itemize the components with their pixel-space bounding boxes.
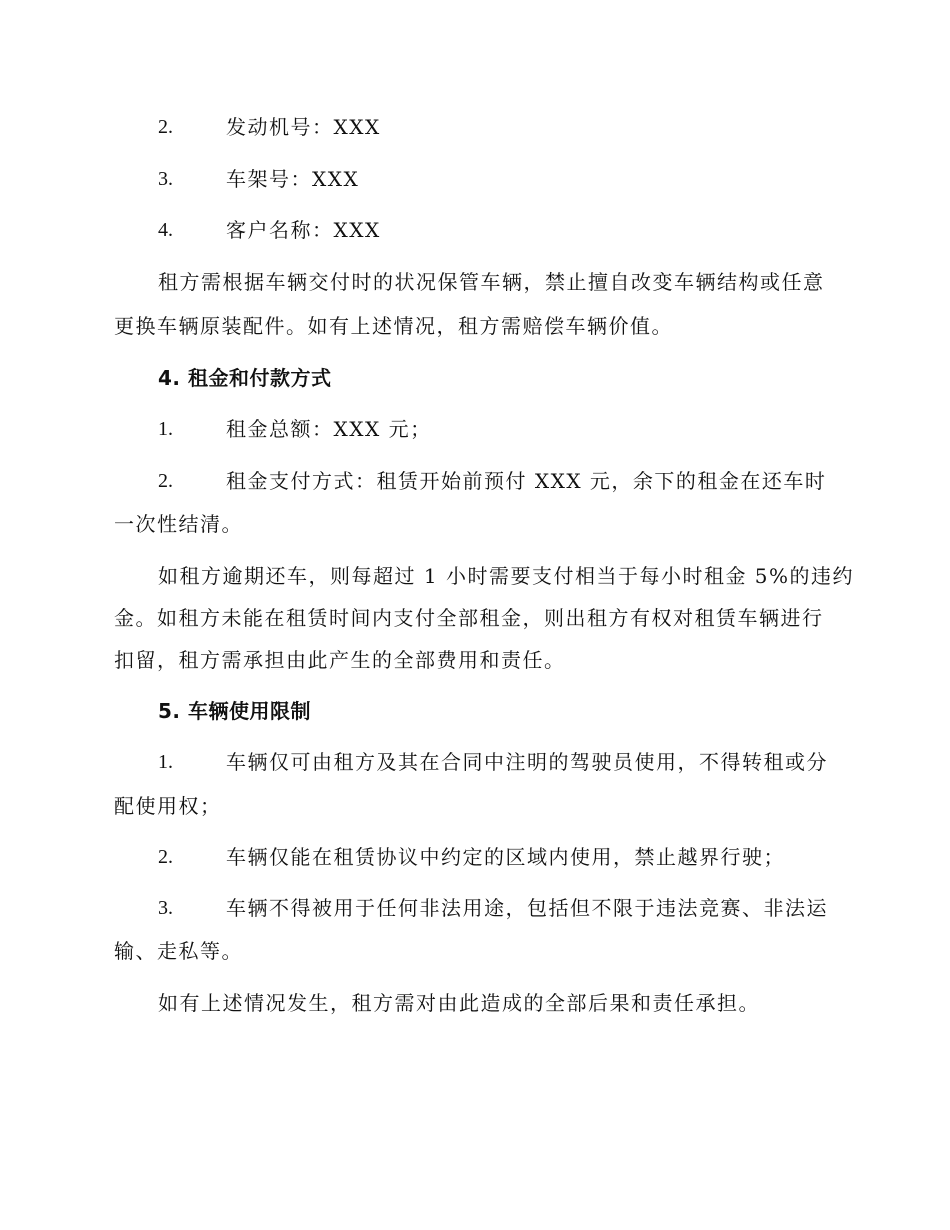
list-text: 配使用权；: [114, 794, 222, 818]
list-text: 车辆仅能在租赁协议中约定的区域内使用，禁止越界行驶；: [226, 845, 785, 869]
list-text: 租金支付方式：租赁开始前预付 XXX 元，余下的租金在还车时: [226, 469, 827, 493]
heading-text: 4. 租金和付款方式: [158, 366, 332, 390]
list-number: 2.: [158, 846, 173, 868]
list-number: 3.: [158, 897, 173, 919]
heading-text: 5. 车辆使用限制: [158, 699, 311, 723]
list-number: 2.: [158, 116, 173, 138]
list-text: 发动机号：XXX: [226, 115, 381, 139]
paragraph-text: 如租方逾期还车，则每超过 1 小时需要支付相当于每小时租金 5%的违约: [158, 564, 855, 588]
list-text: 租金总额：XXX 元；: [226, 417, 432, 441]
paragraph-text: 更换车辆原装配件。如有上述情况，租方需赔偿车辆价值。: [114, 314, 673, 338]
paragraph-text: 金。如租方未能在租赁时间内支付全部租金，则出租方有权对租赁车辆进行: [114, 606, 824, 630]
list-text: 车架号：XXX: [226, 167, 360, 191]
paragraph-text: 如有上述情况发生，租方需对由此造成的全部后果和责任承担。: [158, 991, 760, 1015]
list-number: 1.: [158, 418, 173, 440]
list-number: 4.: [158, 219, 173, 241]
list-text: 车辆不得被用于任何非法用途，包括但不限于违法竞赛、非法运: [226, 896, 828, 920]
list-number: 2.: [158, 470, 173, 492]
paragraph-text: 租方需根据车辆交付时的状况保管车辆，禁止擅自改变车辆结构或任意: [158, 270, 825, 294]
list-number: 3.: [158, 168, 173, 190]
list-text: 一次性结清。: [114, 512, 243, 536]
list-text: 车辆仅可由租方及其在合同中注明的驾驶员使用，不得转租或分: [226, 750, 828, 774]
list-text: 输、走私等。: [114, 939, 243, 963]
list-number: 1.: [158, 751, 173, 773]
list-text: 客户名称：XXX: [226, 218, 381, 242]
paragraph-text: 扣留，租方需承担由此产生的全部费用和责任。: [114, 648, 566, 672]
